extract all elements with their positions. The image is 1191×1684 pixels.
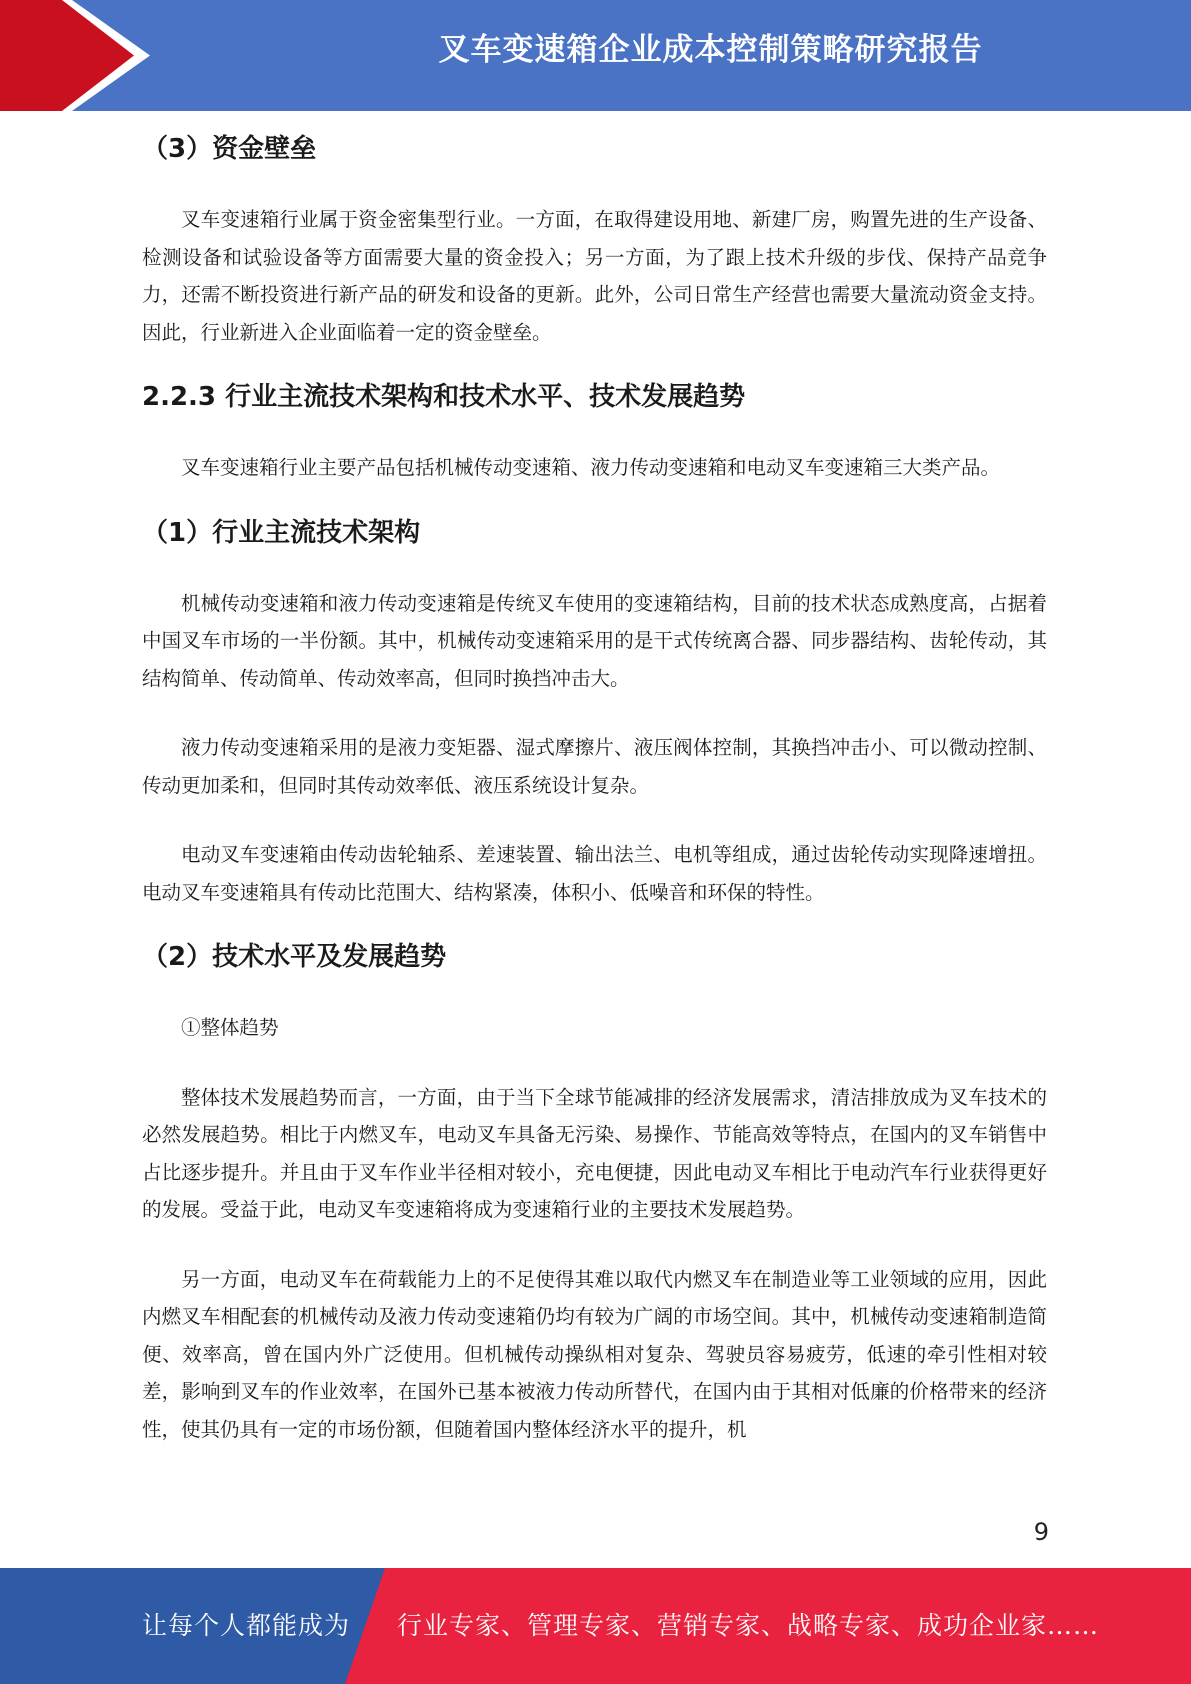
- footer-slogan-right: 行业专家、管理专家、营销专家、战略专家、成功企业家……: [397, 1611, 1100, 1640]
- paragraph-mechanical-hydraulic: 机械传动变速箱和液力传动变速箱是传统叉车使用的变速箱结构，目前的技术状态成熟度高，占据着中国叉车市场的一半份额。其中，机械传动变速箱采用的是干式传统离合器、同步器结构、齿轮传动，其结构简单、传动简单、传动效率高，但同时换挡冲击大。: [142, 591, 1047, 690]
- document-title: 叉车变速箱企业成本控制策略研究报告: [438, 32, 983, 68]
- paragraph-capital-barrier: 叉车变速箱行业属于资金密集型行业。一方面，在取得建设用地、新建厂房，购置先进的生产设备、检测设备和试验设备等方面需要大量的资金投入；另一方面，为了跟上技术升级的步伐、保持产品竞争力，还需不断投资进行新产品的研发和设备的更新。此外，公司日常生产经营也需要大量流动资金支持。因此，行业新进入企业面临着一定的资金壁垒。: [142, 208, 1047, 344]
- page-number: 9: [1033, 1518, 1049, 1546]
- section-heading-mainstream-architecture: （1）行业主流技术架构: [142, 517, 421, 548]
- page-header: [0, 0, 1191, 111]
- paragraph-electric: 电动叉车变速箱由传动齿轮轴系、差速装置、输出法兰、电机等组成，通过齿轮传动实现降速增扭。电动叉车变速箱具有传动比范围大、结构紧凑，体积小、低噪音和环保的特性。: [142, 843, 1047, 904]
- section-heading-capital-barrier: （3）资金壁垒: [142, 134, 317, 164]
- paragraph-product-categories: 叉车变速箱行业主要产品包括机械传动变速箱、液力传动变速箱和电动叉车变速箱三大类产品。: [181, 456, 1001, 479]
- paragraph-overall-trend: 整体技术发展趋势而言，一方面，由于当下全球节能减排的经济发展需求，清洁排放成为叉车技术的必然发展趋势。相比于内燃叉车，电动叉车具备无污染、易操作、节能高效等特点，在国内的叉车销售中占比逐步提升。并且由于叉车作业半径相对较小，充电便捷，因此电动叉车相比于电动汽车行业获得更好的发展。受益于此，电动叉车变速箱将成为变速箱行业的主要技术发展趋势。: [142, 1085, 1047, 1221]
- page-content: [142, 120, 1047, 1448]
- page-footer: [0, 1568, 1191, 1684]
- footer-slogan-left: 让每个人都能成为: [142, 1611, 351, 1640]
- section-heading-tech-architecture: 2.2.3 行业主流技术架构和技术水平、技术发展趋势: [142, 382, 746, 412]
- paragraph-hydraulic: 液力传动变速箱采用的是液力变矩器、湿式摩擦片、液压阀体控制，其换挡冲击小、可以微动控制、传动更加柔和，但同时其传动效率低、液压系统设计复杂。: [142, 736, 1047, 797]
- header-arrow-icon: [0, 0, 160, 111]
- section-heading-tech-level-trend: （2）技术水平及发展趋势: [142, 942, 447, 972]
- list-item-overall-trend: ①整体趋势: [181, 1016, 279, 1039]
- paragraph-other-side: 另一方面，电动叉车在荷载能力上的不足使得其难以取代内燃叉车在制造业等工业领域的应用，因此内燃叉车相配套的机械传动及液力传动变速箱仍均有较为广阔的市场空间。其中，机械传动变速箱制造简便、效率高，曾在国内外广泛使用。但机械传动操纵相对复杂、驾驶员容易疲劳，低速的牵引性相对较差，影响到叉车的作业效率，在国外已基本被液力传动所替代，在国内由于其相对低廉的价格带来的经济性，使其仍具有一定的市场份额，但随着国内整体经济水平的提升，机: [142, 1267, 1047, 1441]
